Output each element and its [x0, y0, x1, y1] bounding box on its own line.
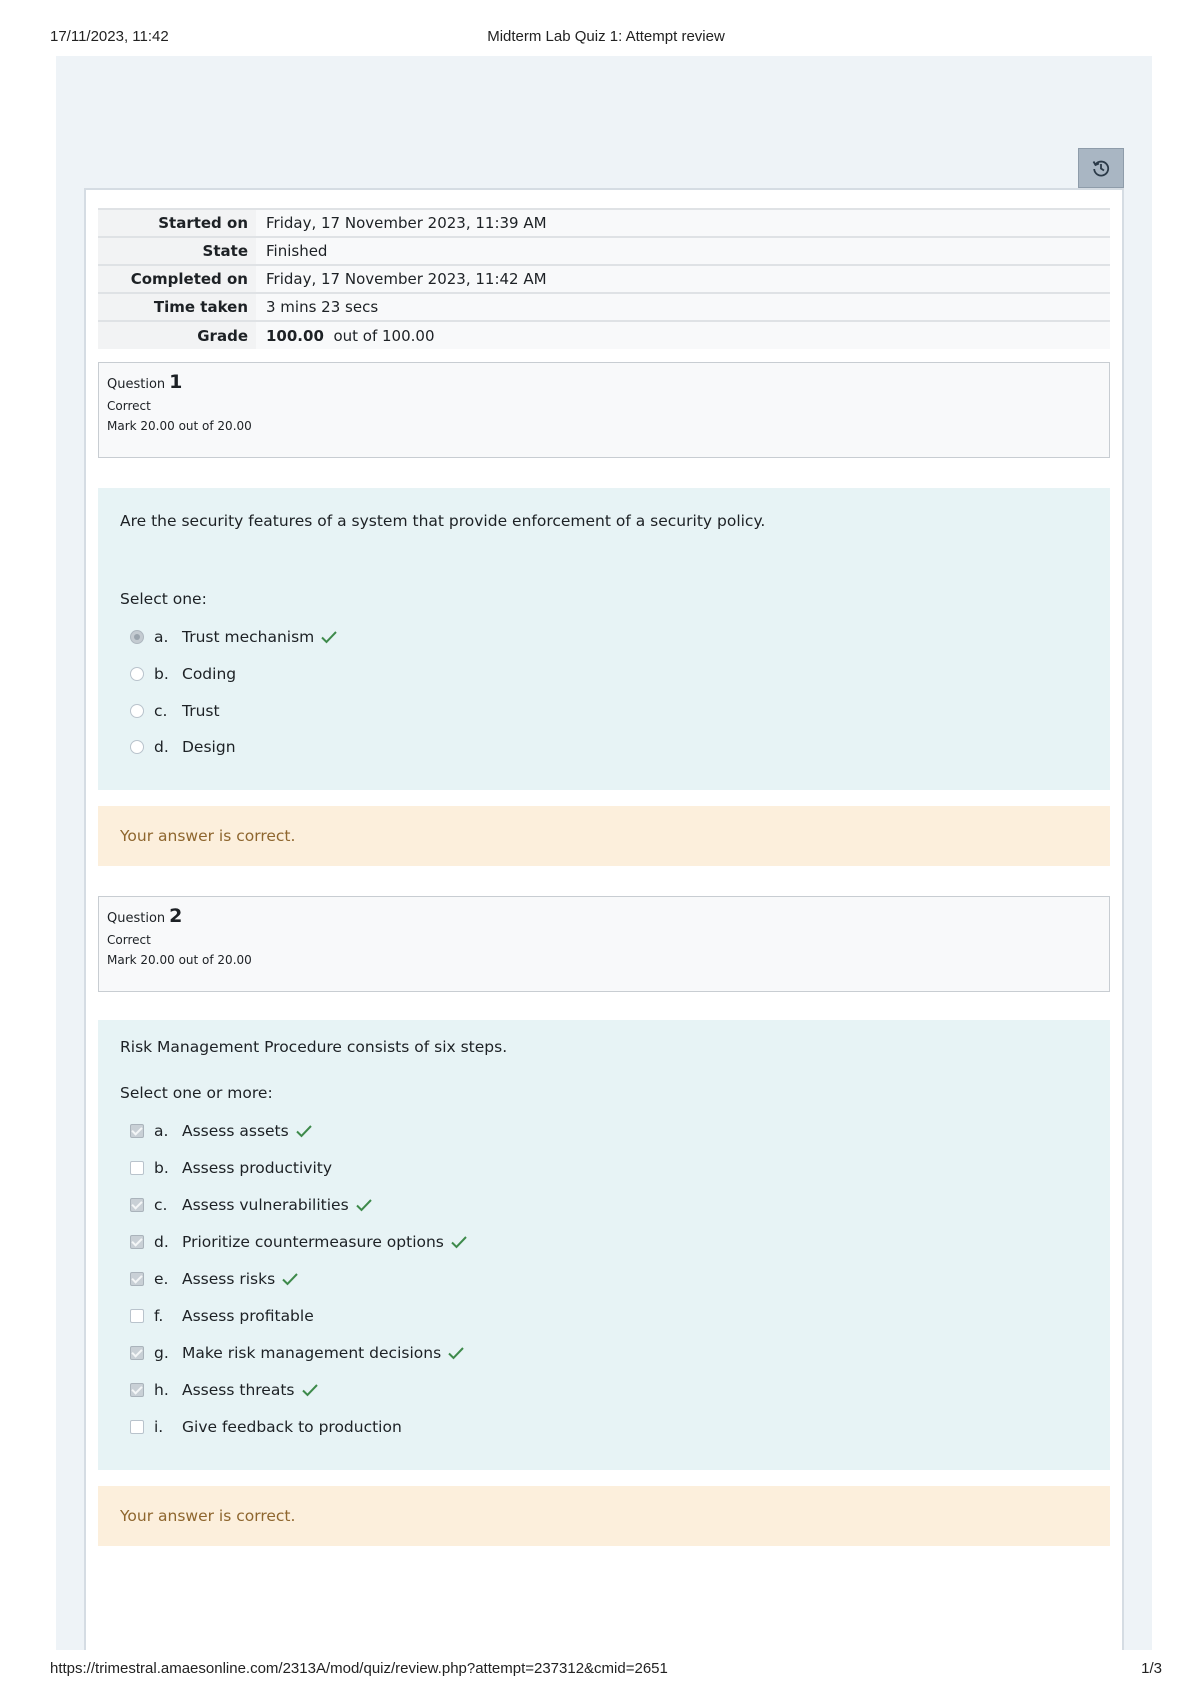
question-state: Correct [107, 933, 151, 947]
checkbox[interactable] [130, 1420, 144, 1434]
checkbox[interactable] [130, 1235, 144, 1249]
option-text: Assess profitable [182, 1307, 314, 1325]
summary-label: Grade [98, 321, 256, 349]
answer-option[interactable] [130, 1268, 299, 1290]
radio-button[interactable] [130, 667, 144, 681]
option-text: Assess productivity [182, 1159, 333, 1177]
history-button[interactable] [1078, 148, 1124, 188]
history-icon [1091, 158, 1111, 178]
summary-row-grade [98, 321, 1110, 349]
answer-option[interactable] [130, 1231, 468, 1253]
check-icon [355, 1198, 373, 1212]
question-label: Question [107, 911, 166, 926]
option-letter: d. [154, 1233, 169, 1251]
answer-option[interactable] [130, 1416, 402, 1438]
option-text: Assess risks [182, 1270, 276, 1288]
question-number [107, 371, 1101, 393]
attempt-summary-table [98, 208, 1110, 349]
answer-feedback: Your answer is correct. [98, 806, 1110, 866]
checkbox[interactable] [130, 1198, 144, 1212]
summary-row-completed [98, 265, 1110, 293]
checkbox[interactable] [130, 1346, 144, 1360]
answer-prompt: Select one or more: [120, 1084, 273, 1102]
question-label: Question [107, 377, 166, 392]
option-text: Assess assets [182, 1122, 289, 1140]
summary-value: Friday, 17 November 2023, 11:42 AM [256, 265, 1110, 293]
radio-button[interactable] [130, 740, 144, 754]
print-footer [50, 1660, 1162, 1680]
check-icon [301, 1383, 319, 1397]
answer-option[interactable] [130, 736, 236, 758]
checkbox[interactable] [130, 1272, 144, 1286]
option-letter: h. [154, 1381, 169, 1399]
check-icon [447, 1346, 465, 1360]
print-header [50, 28, 1162, 48]
answer-option[interactable] [130, 1157, 332, 1179]
option-letter: a. [154, 1122, 169, 1140]
option-letter: f. [154, 1307, 164, 1325]
summary-label: Completed on [98, 265, 256, 293]
question-info [98, 896, 1110, 992]
answer-option[interactable] [130, 1194, 373, 1216]
summary-row-state [98, 237, 1110, 265]
summary-label: State [98, 237, 256, 265]
option-text: Design [182, 738, 236, 756]
answer-option[interactable] [130, 626, 338, 648]
answer-prompt: Select one: [120, 590, 207, 608]
option-letter: d. [154, 738, 169, 756]
grade-score: 100.00 [266, 326, 324, 345]
summary-row-time-taken [98, 293, 1110, 321]
option-letter: a. [154, 628, 169, 646]
option-letter: c. [154, 1196, 168, 1214]
check-icon [450, 1235, 468, 1249]
option-letter: b. [154, 665, 169, 683]
option-text: Give feedback to production [182, 1418, 402, 1436]
checkbox[interactable] [130, 1309, 144, 1323]
summary-row-started [98, 209, 1110, 237]
option-letter: i. [154, 1418, 164, 1436]
option-text: Assess vulnerabilities [182, 1196, 349, 1214]
print-url: https://trimestral.amaesonline.com/2313A/mod/quiz/review.php?attempt=237312&cmid=2651 [50, 1660, 668, 1677]
question-formulation [98, 1020, 1110, 1470]
answer-option[interactable] [130, 700, 220, 722]
option-text: Trust mechanism [182, 628, 315, 646]
option-text: Prioritize countermeasure options [182, 1233, 444, 1251]
check-icon [295, 1124, 313, 1138]
summary-label: Time taken [98, 293, 256, 321]
checkbox[interactable] [130, 1124, 144, 1138]
summary-value [256, 321, 1110, 349]
grade-out-of: out of 100.00 [333, 326, 435, 345]
radio-button[interactable] [130, 704, 144, 718]
answer-option[interactable] [130, 1379, 319, 1401]
option-text: Coding [182, 665, 237, 683]
answer-option[interactable] [130, 1305, 314, 1327]
check-icon [320, 630, 338, 644]
answer-option[interactable] [130, 663, 236, 685]
option-letter: c. [154, 702, 168, 720]
checkbox[interactable] [130, 1383, 144, 1397]
option-text: Assess threats [182, 1381, 295, 1399]
radio-button[interactable] [130, 630, 144, 644]
summary-value: Finished [256, 237, 1110, 265]
check-icon [281, 1272, 299, 1286]
question-text: Risk Management Procedure consists of six steps. [120, 1038, 508, 1056]
question-number-value: 2 [169, 905, 183, 927]
question-info [98, 362, 1110, 458]
option-letter: e. [154, 1270, 169, 1288]
summary-value: 3 mins 23 secs [256, 293, 1110, 321]
question-text: Are the security features of a system that provide enforcement of a security policy. [120, 512, 766, 530]
question-number-value: 1 [169, 371, 183, 393]
print-date: 17/11/2023, 11:42 [50, 28, 169, 45]
option-text: Make risk management decisions [182, 1344, 442, 1362]
question-number [107, 905, 1101, 927]
option-text: Trust [182, 702, 220, 720]
question-mark: Mark 20.00 out of 20.00 [107, 953, 252, 967]
option-letter: b. [154, 1159, 169, 1177]
answer-feedback: Your answer is correct. [98, 1486, 1110, 1546]
question-mark: Mark 20.00 out of 20.00 [107, 419, 252, 433]
checkbox[interactable] [130, 1161, 144, 1175]
summary-value: Friday, 17 November 2023, 11:39 AM [256, 209, 1110, 237]
print-title: Midterm Lab Quiz 1: Attempt review [487, 28, 725, 45]
summary-label: Started on [98, 209, 256, 237]
question-state: Correct [107, 399, 151, 413]
answer-option[interactable] [130, 1342, 465, 1364]
answer-option[interactable] [130, 1120, 313, 1142]
option-letter: g. [154, 1344, 169, 1362]
page-count: 1/3 [1141, 1660, 1162, 1677]
question-formulation [98, 488, 1110, 790]
